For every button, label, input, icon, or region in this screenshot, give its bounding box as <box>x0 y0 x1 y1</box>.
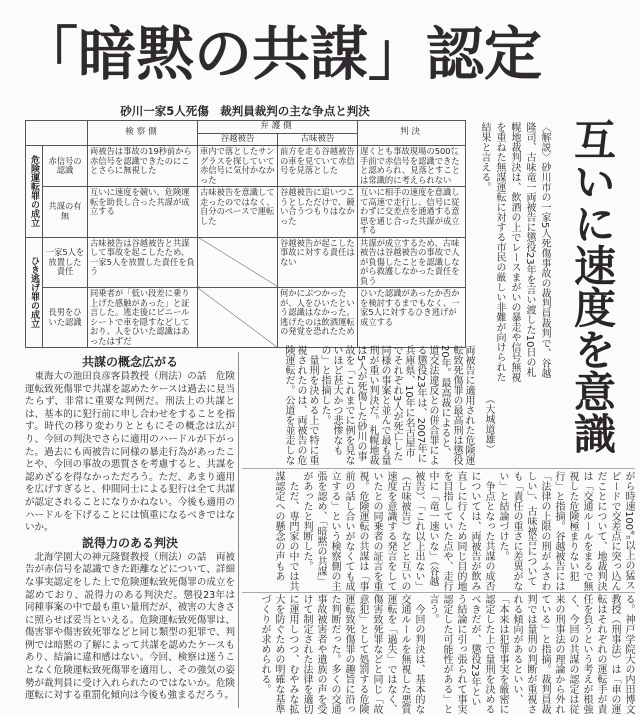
prosecution-cell: 互いに速度を競い、危険運転を助長し合った共謀が成立する <box>88 187 198 238</box>
taniguchi-cell: 車内で落としたサングラスを探していて赤信号に気付かなかった <box>198 146 278 187</box>
column-divider <box>238 352 239 708</box>
empty-diagonal-cell <box>198 237 278 288</box>
komi-cell: 前方を走る谷越被告の車を見ていて赤信号を見落とした <box>278 146 358 187</box>
comment-body: 北海学園大の神元隆賢教授（刑法）の話 両被告が赤信号を認識できた距離などについて、詳細な事実認定をした上で危険運転致死傷罪の成立を認めており、説得力のある判決だ。懲役23年は同種事案の中で最も重い量刑だが、被害の大きさに照らせば妥当といえる。危険運転致死傷罪は、傷害罪や傷害致死罪などと同じ類型の犯罪で、判例では暗黙の了解によって共謀を認めたケースもあり、結論に違和感はない。今回、検察は迷うことなく危険運転致死傷罪を適用し、その強気の姿勢が裁判員に受け入れられたのではないか。危険運転に対する重罰化傾向は今後も強まるだろう。 <box>25 551 235 702</box>
verdict-cell: 互いに相手の速度を意識して高速で走行し、信号に従わずに交差点を通過する意思を通じ合った共謀が成立する <box>358 187 466 238</box>
main-headline: 「暗黙の共謀」認定 <box>20 20 543 88</box>
comment-heading: 共謀の概念広がる <box>81 355 178 369</box>
paragraph: 争点となった共謀の成否については、両被告が飲み直しに行くため同じ目的地を目指していた点や、走行中に「竜一速いな」（谷越被告）、「これ以上出ない」（古味被告）などと互いの速度を意識する発言をしていたとの同乗者の証言を重視。危険運転の共謀は「事前の話し合いがなくても成立する」という検察側の主張を認め、「暗黙の共謀」があったと判断した。 <box>301 471 494 591</box>
paragraph: 量刑を決める上で特に重視されたのは、両被告の危険運転だ。公道を並走しな <box>283 345 318 465</box>
group-dangerous-driving: 危険運転罪の成立 <box>26 146 43 238</box>
verdict-cell: 共謀が成立するため、古味被告は谷越被告の事故で人が負傷したことを認識しながら救護しなかった責任を負う <box>358 237 466 288</box>
body-tier-2 <box>242 471 635 591</box>
verdict-cell: 遅くとも事故現場の500㍍手前で赤信号を認識できたと認められ、見落とすことは常識的に考えられない <box>358 146 466 187</box>
empty-diagonal-cell <box>198 288 278 348</box>
header-komi: 古味被告 <box>278 133 358 146</box>
tier-divider <box>242 468 635 469</box>
paragraph: る。神戸学院大の内田博文教授（刑事法）は「車の運転はそれぞれの運転手が責任を負うという考えが根強く、今回の共謀の認定は従来の刑事法の理論から外れている」と指摘。裁判員裁判では量刑の判断が重視される傾向があるといい、「本来は犯罪事実を厳密に認定した上で量刑を決めるべきだが、懲役23年という結論に引っ張られて事実認定した可能性がある」と言う。 <box>427 594 634 714</box>
issues-table <box>25 120 466 348</box>
paragraph: がら時速100㌔以上の猛スピードで交差点に突っ込んだことについて、地裁判決は「交通ルールをまるで無視した危険極まりない犯行」と指摘。谷越被告には「法律の上限の刑がふさわしい」、古味被告についても「責任の重さに差異がない」と結論づけた。 <box>497 471 634 591</box>
group-hit-and-run: ひき逃げ罪の成立 <box>26 237 43 348</box>
komi-cell: 何かにぶつかったが、人をひいたという認識はなかった。逃げたのは飲酒運転の発覚を恐れたため <box>278 288 358 348</box>
header-defense: 弁護側 <box>198 121 358 134</box>
prosecution-cell: 同乗者が「低い段差に乗り上げた感触があった」と証言した。逃走後にビニールシートで車を隠すなどしており、人をひいた認識はあったはずだ <box>88 288 198 348</box>
taniguchi-cell: 古味被告を意識して走ったのではなく、自分のペースで運転した <box>198 187 278 238</box>
verdict-cell: ひいた認識があったか否かを検討するまでもなく、一家5人に対するひき逃げが成立する <box>358 288 466 348</box>
header-prosecution: 検察側 <box>88 121 198 146</box>
commentary-lede: 〈解説〉砂川市の一家5人死傷事故の裁判員裁判で、谷越隆司、古味竜一両被告に懲役23年を言い渡した10日の札幌地裁判決は、飲酒の上でレースまがいの暴走や信号無視を重ねた無謀運転に対する市民の厳しい非難が向けられた結果と言える。 <box>479 122 550 382</box>
header-verdict: 判決 <box>358 121 466 146</box>
corner-cell <box>26 121 88 146</box>
paragraph: ただ、専門家の中では共謀認定への懸念の声もあ <box>273 471 298 591</box>
issue-label: 共謀の有無 <box>43 187 88 238</box>
comment-heading: 説得力のある判決 <box>81 535 178 550</box>
sub-headline: 互いに速度を意識 <box>568 118 617 454</box>
paragraph: 今回の判決は、基本的な交通ルールを無視した悪質運転を「過失」ではなく、傷害致死罪などと同じ「故意犯」として処罰する危険運転致死傷罪の趣旨に沿った判断だった。多くの交通事故被害者や遺族の声を受けて制定された法律を適切に運用しつつ、むやみな拡大を防ぐための明確な基準づくりが求められる。 <box>259 594 424 714</box>
body-tier-1 <box>242 345 474 465</box>
issue-label: 赤信号の認識 <box>43 146 88 187</box>
body-tier-3 <box>242 594 635 714</box>
tier-divider <box>242 592 635 593</box>
issue-label: 一家5人を放置した責任 <box>43 237 88 288</box>
prosecution-cell: 古味被告は谷越被告と共謀して事故を起こしたため、一家5人を放置した責任を負う <box>88 237 198 288</box>
issue-label: 長男をひいた認識 <box>43 288 88 348</box>
komi-cell: 谷越被告が起こした事故に対する責任はない <box>278 237 358 288</box>
expert-comments <box>25 354 235 703</box>
table-title: 砂川一家5人死傷 裁判員裁判の主な争点と判決 <box>120 104 370 118</box>
comment-body: 東海大の池田良彦客員教授（刑法）の話 危険運転致死傷罪で共謀を認めたケースは過去に見当たらず、非常に重要な判例だ。刑法上の共謀とは、基本的に犯行前に申し合わせをすることを指す。時代の移り変わりとともにその概念は広がり、今回の判決でさらに適用のハードルが下がった。過去にも両被告に同様の暴走行為があったことや、今回の事故の悪質さを考慮すると、共謀を認めざるを得なかっただろう。ただ、あまり適用を広げすぎると、仲間同士による犯行は全て共謀が認定されることになりかねない。今後も適用のハードルを下げることには慎重になるべきではないか。 <box>25 371 235 534</box>
prosecution-cell: 両被告は事故の19秒前から赤信号を認識できたのにことさらに無視した <box>88 146 198 187</box>
paragraph: 両被告に適用された危険運転致死傷罪の最高刑は懲役20年。最高裁によると、道交法違反との併合罪による懲役23年は、2007年に兵庫県、10年に名古屋市でそれぞれ3人が死亡した同様の事案と並んで最も量刑が重い判決だ。札幌地裁は5人が死傷した砂川の事故を「これまでに例を見ないほど甚大かつ悲惨なもの」と指摘した。 <box>319 345 474 465</box>
byline: （大城道雄） <box>483 394 494 454</box>
komi-cell: 谷越被告に追いつこうとしただけで、競い合うつもりはなかった <box>278 187 358 238</box>
header-taniguchi: 谷越被告 <box>198 133 278 146</box>
